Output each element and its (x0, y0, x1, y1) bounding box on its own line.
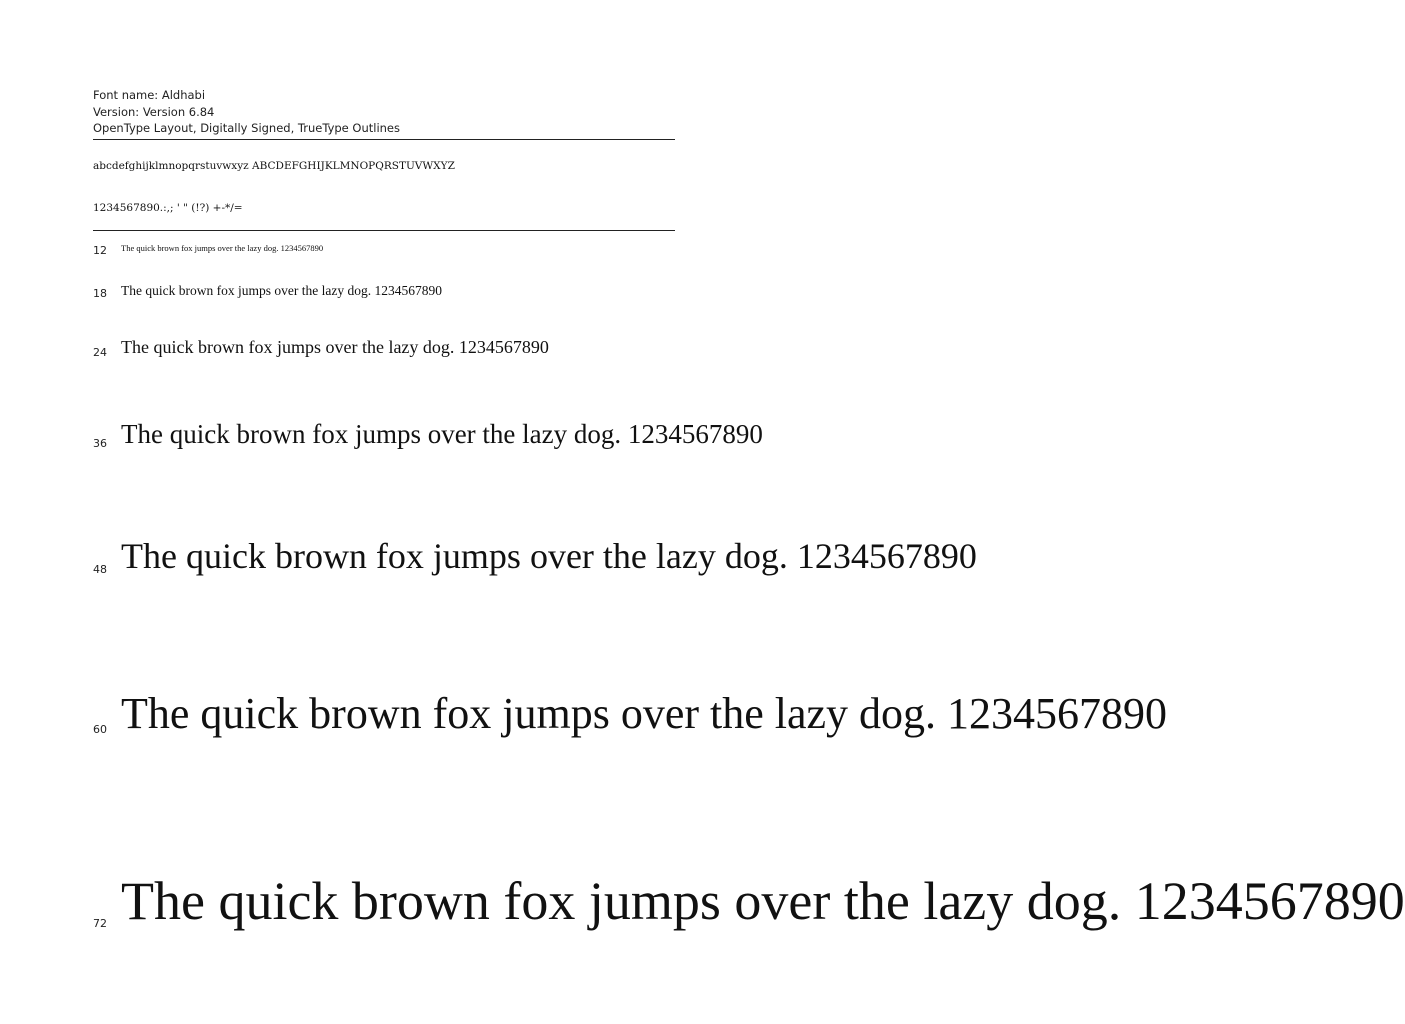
font-name-line: Font name: Aldhabi (93, 88, 206, 102)
sample-text: The quick brown fox jumps over the lazy dog. 1234567890 (121, 419, 763, 449)
sample-text: The quick brown fox jumps over the lazy dog. 1234567890 (121, 337, 549, 357)
charset-divider (93, 230, 675, 231)
sample-clip (121, 244, 675, 253)
size-label: 18 (93, 287, 107, 300)
header-divider (93, 139, 675, 140)
alphabet-sample: abcdefghijklmnopqrstuvwxyz ABCDEFGHIJKLMNOPQRSTUVWXYZ (93, 160, 455, 172)
features-line: OpenType Layout, Digitally Signed, TrueType Outlines (93, 121, 401, 135)
sample-text: The quick brown fox jumps over the lazy dog. 1234567890 (121, 871, 1405, 931)
sample-clip (121, 419, 763, 461)
sample-clip (121, 689, 1168, 752)
font-info-header (93, 87, 675, 137)
size-label: 36 (93, 437, 107, 450)
sample-text: The quick brown fox jumps over the lazy dog. 1234567890 (121, 243, 324, 253)
sample-clip (121, 536, 977, 588)
sample-row-60 (93, 689, 1168, 812)
size-label: 12 (93, 244, 107, 257)
size-label: 48 (93, 563, 107, 576)
sample-clip (121, 871, 1405, 946)
version-line: Version: Version 6.84 (93, 104, 215, 119)
size-label: 60 (93, 723, 107, 736)
sample-row-72 (93, 871, 1405, 994)
sample-text: The quick brown fox jumps over the lazy dog. 1234567890 (121, 689, 1168, 738)
sample-row-48 (93, 536, 977, 658)
size-label: 24 (93, 346, 107, 359)
digits-punctuation-sample: 1234567890.:,; ' " (!?) +-*/= (93, 202, 243, 214)
sample-text: The quick brown fox jumps over the lazy dog. 1234567890 (121, 536, 977, 576)
sample-clip (121, 338, 675, 356)
sample-text: The quick brown fox jumps over the lazy dog. 1234567890 (121, 283, 442, 298)
sample-clip (121, 284, 675, 298)
size-label: 72 (93, 917, 107, 930)
sample-row-36 (93, 419, 763, 541)
